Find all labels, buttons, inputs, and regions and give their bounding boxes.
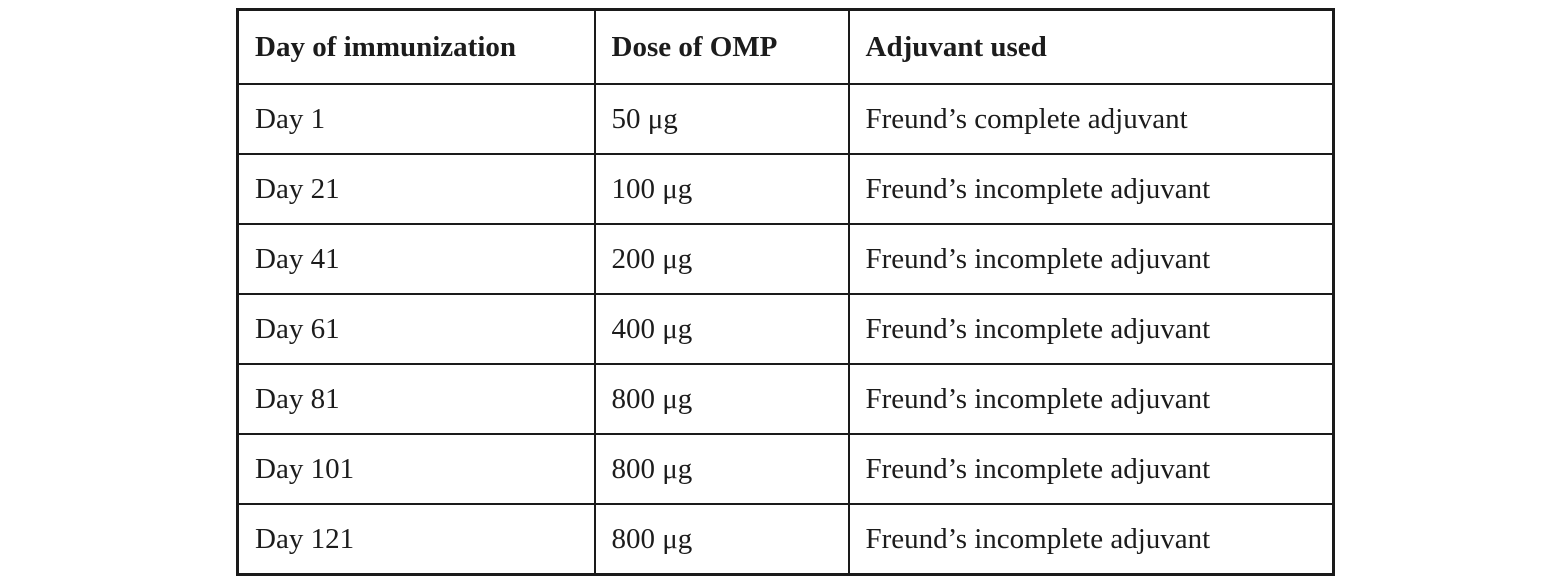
table-cell-dose: 800 μg [595, 364, 849, 434]
table-cell-adjuvant: Freund’s incomplete adjuvant [849, 364, 1334, 434]
table-cell-adjuvant: Freund’s incomplete adjuvant [849, 224, 1334, 294]
table-row [238, 154, 1334, 224]
table-cell-dose: 800 μg [595, 434, 849, 504]
table-cell-day: Day 121 [238, 504, 595, 575]
table-cell-dose: 400 μg [595, 294, 849, 364]
table-cell-day: Day 81 [238, 364, 595, 434]
table-row [238, 294, 1334, 364]
table-cell-adjuvant: Freund’s complete adjuvant [849, 84, 1334, 154]
table-cell-day: Day 21 [238, 154, 595, 224]
column-header-dose-of-omp: Dose of OMP [595, 10, 849, 85]
table-cell-day: Day 1 [238, 84, 595, 154]
table-cell-dose: 800 μg [595, 504, 849, 575]
table-body [238, 84, 1334, 575]
table-row [238, 364, 1334, 434]
table-cell-day: Day 61 [238, 294, 595, 364]
table-header-row [238, 10, 1334, 85]
table-cell-dose: 50 μg [595, 84, 849, 154]
table-row [238, 84, 1334, 154]
table-header [238, 10, 1334, 85]
table-row [238, 504, 1334, 575]
table-cell-dose: 200 μg [595, 224, 849, 294]
table-cell-adjuvant: Freund’s incomplete adjuvant [849, 154, 1334, 224]
immunization-schedule-table [236, 8, 1335, 576]
table-cell-day: Day 101 [238, 434, 595, 504]
table-row [238, 434, 1334, 504]
table-cell-day: Day 41 [238, 224, 595, 294]
table-cell-dose: 100 μg [595, 154, 849, 224]
table-cell-adjuvant: Freund’s incomplete adjuvant [849, 294, 1334, 364]
table-cell-adjuvant: Freund’s incomplete adjuvant [849, 504, 1334, 575]
table-cell-adjuvant: Freund’s incomplete adjuvant [849, 434, 1334, 504]
column-header-adjuvant-used: Adjuvant used [849, 10, 1334, 85]
table-row [238, 224, 1334, 294]
column-header-day-of-immunization: Day of immunization [238, 10, 595, 85]
